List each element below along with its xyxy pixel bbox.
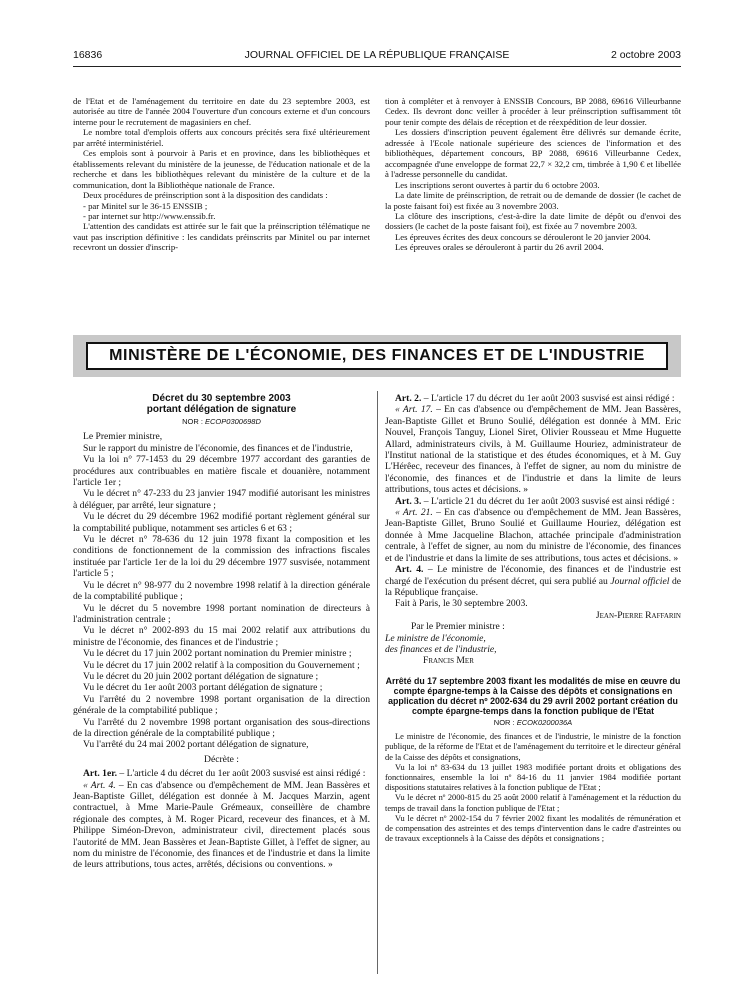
paragraph: Les dossiers d'inscription peuvent également être délivrés sur demande écrite, adressée à l'Ecole nationale supérieure des sciences de l'information et des bibliothèques, département concours, BP 2088, 69616 Villeurbanne Cedex, accompagnée d'une enveloppe de format 22,7 × 32,2 cm, timbrée à 1,90 € et libellée à l'adresse personnelle du candidat. <box>385 127 681 180</box>
paragraph: Les inscriptions seront ouvertes à partir du 6 octobre 2003. <box>395 179 600 190</box>
nor-reference: NOR : ECOK0200036A <box>493 717 573 727</box>
visa: Vu l'arrêté du 24 mai 2002 portant délégation de signature, <box>83 739 309 751</box>
article-2: Art. 2. – L'article 17 du décret du 1er août 2003 susvisé est ainsi rédigé : <box>395 393 675 404</box>
page-number: 16836 <box>73 49 103 61</box>
visa: Vu le décret du 29 décembre 1962 modifié portant règlement général sur la comptabilité publique, notamment ses articles 6 et 63 ; <box>73 511 370 534</box>
by-prime-minister: Par le Premier ministre : <box>411 621 505 633</box>
article-4: Art. 4. – Le ministre de l'économie, des finances et de l'industrie est chargé de l'exécution du présent décret, qui sera publié au Journal officiel de la République française. <box>385 564 681 598</box>
paragraph: Les épreuves écrites des deux concours se dérouleront le 20 janvier 2004. <box>395 231 651 242</box>
article-3-quote: « Art. 21. – En cas d'absence ou d'empêchement de MM. Jean Bassères, Jean-Baptiste Gillet, Bruno Soulié et Guillaume Houriez, délégation est donnée à Mme Jacqueline Blachon, attachée principale d'administration centrale, à l'effet de signer, au nom du ministre de l'économie, des finances et de l'industrie et dans la limite de ses attributions, tous actes et décisions. » <box>385 507 681 564</box>
visa: Vu le décret du 1er août 2003 portant délégation de signature ; <box>83 682 323 694</box>
paragraph: de l'Etat et de l'aménagement du territoire en date du 23 septembre 2003, est autorisée au titre de l'année 2004 l'ouverture d'un concours externe et d'un concours interne pour le recrutement de magasiniers en chef. <box>73 96 370 127</box>
decree-title: Décret du 30 septembre 2003 portant délégation de signature <box>146 393 297 415</box>
paragraph: Vu la loi nº 83-634 du 13 juillet 1983 modifiée portant droits et obligations des fonctionnaires, ensemble la loi nº 84-16 du 11 janvier 1984 modifiée portant dispositions statutaires relatives à la fonction publique de l'Etat ; <box>385 762 681 793</box>
visa: Vu le décret du 17 juin 2002 portant nomination du Premier ministre ; <box>83 648 352 660</box>
nor-reference: NOR : ECOP0300698D <box>182 417 261 426</box>
paragraph: tion à compléter et à renvoyer à ENSSIB Concours, BP 2088, 69616 Villeurbanne Cedex. Ils devront donc veiller à procéder à leur préinscription suffisamment tôt pour tenir compte des délais de réception et de réexpédition de leur dossier. <box>385 96 681 127</box>
visa: Vu la loi n° 77-1453 du 29 décembre 1977 accordant des garanties de procédures aux contribuables en matière fiscale et douanière, notamment l'article 1er ; <box>73 454 370 489</box>
journal-title: JOURNAL OFFICIEL DE LA RÉPUBLIQUE FRANÇAISE <box>244 49 510 61</box>
decree-right-column <box>385 393 681 844</box>
article-1: Art. 1er. – L'article 4 du décret du 1er août 2003 susvisé est ainsi rédigé : <box>83 768 366 780</box>
paragraph: La clôture des inscriptions, c'est-à-dire la date limite de dépôt ou d'envoi des dossiers (le cachet de la poste faisant foi), est fixée au 7 novembre 2003. <box>385 210 681 232</box>
paragraph: L'attention des candidats est attirée sur le fait que la préinscription télématique ne vaut pas inscription définitive : les candidats préinscrits par Minitel ou par internet recevront un dossier d'inscrip- <box>73 221 370 253</box>
column-divider <box>377 391 378 974</box>
paragraph: Le ministre de l'économie, des finances et de l'industrie, le ministre de la fonction publique, de la réforme de l'Etat et de l'aménagement du territoire et le directeur général de la Caisse des dépôts et consignations, <box>385 732 681 762</box>
paragraph: Le Premier ministre, <box>83 431 163 443</box>
top-right-column <box>385 96 681 253</box>
visa: Vu le décret n° 78-636 du 12 juin 1978 fixant la composition et les conditions de fonctionnement de la commission des infractions fiscales instituée par l'article 1er de la loi du 29 décembre 1977 susvisée, notamment l'article 5 ; <box>73 534 370 580</box>
paragraph: Deux procédures de préinscription sont à la disposition des candidats : <box>83 190 328 201</box>
article-3: Art. 3. – L'article 21 du décret du 1er août 2003 susvisé est ainsi rédigé : <box>395 495 675 507</box>
minister-title: des finances et de l'industrie, <box>385 643 497 655</box>
issue-date: 2 octobre 2003 <box>610 49 681 61</box>
arrete-title: Arrêté du 17 septembre 2003 fixant les modalités de mise en œuvre du compte épargne-temps à la Caisse des dépôts et consignations en application du décret nº 2002-634 du 29 avril 2002 portant création du compte épargne-temps dans la fonction publique de l'Etat <box>385 675 681 716</box>
article-2-quote: « Art. 17. – En cas d'absence ou d'empêchement de MM. Jean Bassères, Jean-Baptiste Gillet et Bruno Soulié, délégation est donnée à MM. Eric Nouvel, François Tanguy, Lionel Siret, Olivier Rousseau et Mme Huguette Allard, administrateurs civils, à M. Guillaume Houriez, administrateur de l'Institut national de la statistique et des études économiques, et à M. Guy L'Hérêec, receveur des finances, à l'effet de signer, au nom du ministre de l'économie, des finances et de l'industrie et dans la limite de leurs attributions, tous actes et décisions. » <box>385 404 681 496</box>
visa: Vu le décret du 5 novembre 1998 portant nomination de directeurs à l'administration centrale ; <box>73 602 370 625</box>
visa: Vu le décret du 20 juin 2002 portant délégation de signature ; <box>83 670 319 682</box>
top-left-column <box>73 96 370 253</box>
list-item: - par Minitel sur le 36-15 ENSSIB ; <box>83 200 208 211</box>
visa: Vu l'arrêté du 2 novembre 1998 portant organisation de la direction générale de la comptabilité publique ; <box>73 693 370 717</box>
paragraph: Le nombre total d'emplois offerts aux concours précités sera fixé ultérieurement par arrêté interministériel. <box>73 127 370 148</box>
visa: Vu le décret n° 2002-893 du 15 mai 2002 relatif aux attributions du ministre de l'économie, des finances et de l'industrie ; <box>73 625 370 648</box>
signer-name: Jean-Pierre Raffarin <box>595 609 681 621</box>
visa: Vu l'arrêté du 2 novembre 1998 portant organisation des sous-directions de la direction générale de la comptabilité publique ; <box>73 716 370 739</box>
visa: Sur le rapport du ministre de l'économie, des finances et de l'industrie, <box>83 442 353 454</box>
minister-name: Francis Mer <box>423 655 474 667</box>
paragraph: Les épreuves orales se dérouleront à partir du 26 avril 2004. <box>395 242 604 253</box>
paragraph: Vu le décret nº 2000-815 du 25 août 2000 relatif à l'aménagement et la réduction du temps de travail dans la fonction publique de l'Etat ; <box>385 793 681 813</box>
visa: Vu le décret n° 47-233 du 23 janvier 1947 modifié autorisant les ministres à déléguer, par arrêté, leur signature ; <box>73 488 370 511</box>
article-1-quote: « Art. 4. – En cas d'absence ou d'empêchement de MM. Jean Bassères et Jean-Baptiste Gillet, délégation est donnée à M. Jacques Marzin, agent contractuel, à Mme Marie-Paule Grémeaux, conseillère de chambre régionale des comptes, à M. Roger Picard, receveur des finances, et à M. Philippe Siméon-Drevon, administrateur civil, directement placés sous l'autorité de MM. Jean Bassères et Jean-Baptiste Gillet, à l'effet de signer, au nom du ministre de l'économie, des finances et de l'industrie et dans la limite de leurs attributions, tous actes, arrêtés, décisions ou conventions. » <box>73 779 371 871</box>
page-header <box>73 49 681 65</box>
decree-left-column <box>73 393 370 871</box>
visa: Vu le décret du 17 juin 2002 relatif à la composition du Gouvernement ; <box>83 659 360 671</box>
header-rule <box>73 66 681 67</box>
ministry-banner <box>73 335 681 377</box>
list-item: - par internet sur http://www.enssib.fr. <box>83 210 216 221</box>
done-at: Fait à Paris, le 30 septembre 2003. <box>395 598 528 610</box>
paragraph: Ces emplois sont à pourvoir à Paris et en province, dans les bibliothèques et établissements relevant du ministère de la jeunesse, de l'éducation nationale et de la recherche et dans les bibliothèques relevant du ministère de la culture et de la communication, dont la Bibliothèque nationale de France. <box>73 148 370 190</box>
decrete: Décrète : <box>204 753 239 765</box>
visa: Vu le décret n° 98-977 du 2 novembre 1998 relatif à la direction générale de la comptabilité publique ; <box>73 579 370 603</box>
paragraph: Vu le décret nº 2002-154 du 7 février 2002 fixant les modalités de rémunération et de compensation des astreintes et des temps d'intervention dans le cadre d'astreintes ou de travaux exceptionnels à la Caisse des dépôts et consignations ; <box>385 813 681 844</box>
ministry-title: MINISTÈRE DE L'ÉCONOMIE, DES FINANCES ET DE L'INDUSTRIE <box>86 342 668 370</box>
minister-title: Le ministre de l'économie, <box>385 632 486 644</box>
paragraph: La date limite de préinscription, de retrait ou de demande de dossier (le cachet de la poste faisant foi) est fixée au 3 novembre 2003. <box>385 190 681 211</box>
